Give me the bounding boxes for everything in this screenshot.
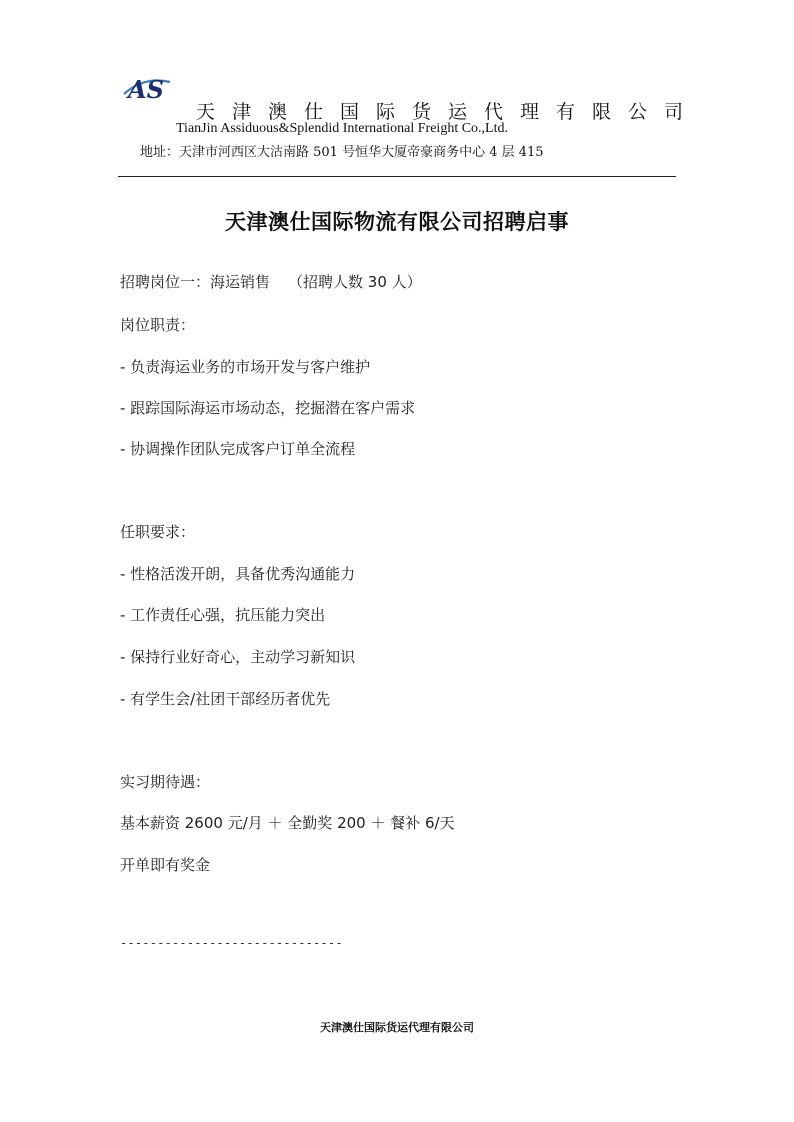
page-title: 天津澳仕国际物流有限公司招聘启事 (225, 210, 569, 234)
company-name-cn: 天津澳仕国际货运代理有限公司 (196, 101, 701, 123)
signature-line: ------------------------------ (120, 936, 343, 950)
duty-item: - 负责海运业务的市场开发与客户维护 (120, 358, 371, 376)
duties-heading: 岗位职责： (120, 316, 196, 334)
duty-item: - 跟踪国际海运市场动态，挖掘潜在客户需求 (120, 399, 416, 417)
requirement-item: - 保持行业好奇心，主动学习新知识 (120, 648, 356, 666)
position-headcount: （招聘人数 30 人） (288, 273, 422, 291)
footer-company-name: 天津澳仕国际货运代理有限公司 (320, 1021, 474, 1034)
requirements-heading: 任职要求： (120, 523, 196, 541)
requirement-item: - 性格活泼开朗，具备优秀沟通能力 (120, 565, 356, 583)
logo-text: AS (128, 75, 164, 102)
requirement-item: - 有学生会/社团干部经历者优先 (120, 690, 331, 708)
company-logo (122, 72, 172, 102)
benefits-bonus: 开单即有奖金 (120, 856, 211, 874)
duty-item: - 协调操作团队完成客户订单全流程 (120, 440, 356, 458)
company-name-en: TianJin Assiduous&Splendid International Freight Co.,Ltd. (176, 121, 508, 136)
header-divider (118, 176, 676, 177)
requirement-item: - 工作责任心强，抗压能力突出 (120, 606, 326, 624)
benefits-pay: 基本薪资 2600 元/月 ＋ 全勤奖 200 ＋ 餐补 6/天 (120, 814, 455, 832)
position-line (120, 271, 422, 292)
position-label: 招聘岗位一：海运销售 (120, 273, 271, 291)
company-address: 地址：天津市河西区大沽南路 501 号恒华大厦帝豪商务中心 4 层 415 (140, 145, 544, 160)
benefits-heading: 实习期待遇： (120, 773, 211, 791)
